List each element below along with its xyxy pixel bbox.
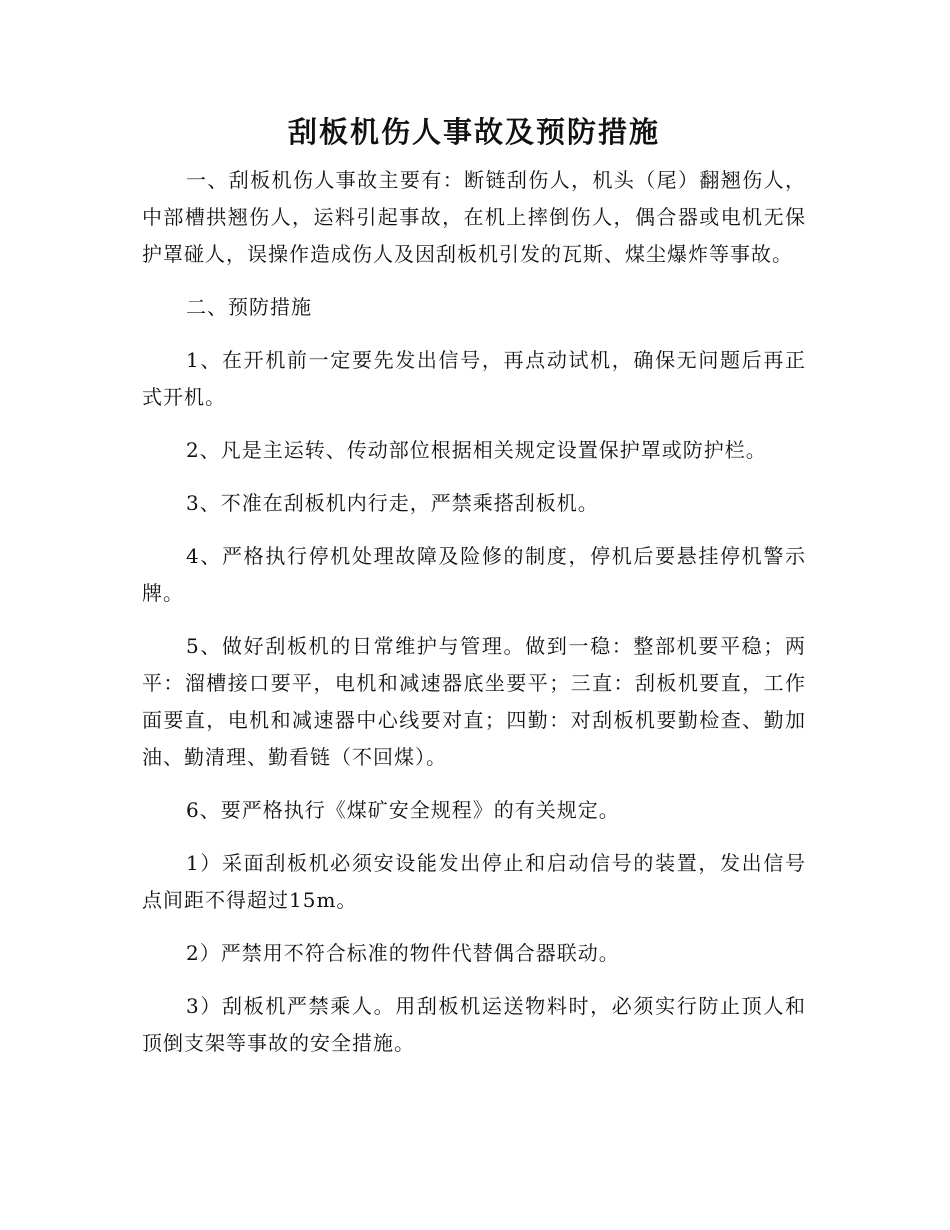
- paragraph-rule-3: 3）刮板机严禁乘人。用刮板机运送物料时，必须实行防止顶人和顶倒支架等事故的安全措施。: [142, 994, 806, 1055]
- paragraph-measure-1: 1、在开机前一定要先发出信号，再点动试机，确保无问题后再正式开机。: [142, 348, 806, 409]
- paragraph-rule-2: 2）严禁用不符合标准的物件代替偶合器联动。: [186, 941, 620, 965]
- paragraph-accident-types: 一、刮板机伤人事故主要有：断链刮伤人，机头（尾）翻翘伤人，中部槽拱翘伤人，运料引起事故，在机上摔倒伤人，偶合器或电机无保护罩碰人，误操作造成伤人及因刮板机引发的瓦斯、煤尘爆炸等事故。: [142, 168, 806, 266]
- paragraph-measure-2: 2、凡是主运转、传动部位根据相关规定设置保护罩或防护栏。: [186, 438, 767, 462]
- paragraph-rule-1: 1）采面刮板机必须安设能发出停止和启动信号的装置，发出信号点间距不得超过15m。: [142, 851, 806, 912]
- document-title: 刮板机伤人事故及预防措施: [287, 115, 660, 149]
- document-page: [142, 112, 806, 1078]
- paragraph-measure-6: 6、要严格执行《煤矿安全规程》的有关规定。: [186, 798, 620, 822]
- paragraph-measure-5: 5、做好刮板机的日常维护与管理。做到一稳：整部机要平稳；两平：溜槽接口要平，电机和减速器底坐要平；三直：刮板机要直，工作面要直，电机和减速器中心线要对直；四勤：对刮板机要勤检查、勤加油、勤清理、勤看链（不回煤）。: [142, 634, 806, 769]
- paragraph-measures-heading: 二、预防措施: [186, 295, 312, 319]
- paragraph-measure-4: 4、严格执行停机处理故障及险修的制度，停机后要悬挂停机警示牌。: [142, 544, 806, 605]
- paragraph-measure-3: 3、不准在刮板机内行走，严禁乘搭刮板机。: [186, 491, 599, 515]
